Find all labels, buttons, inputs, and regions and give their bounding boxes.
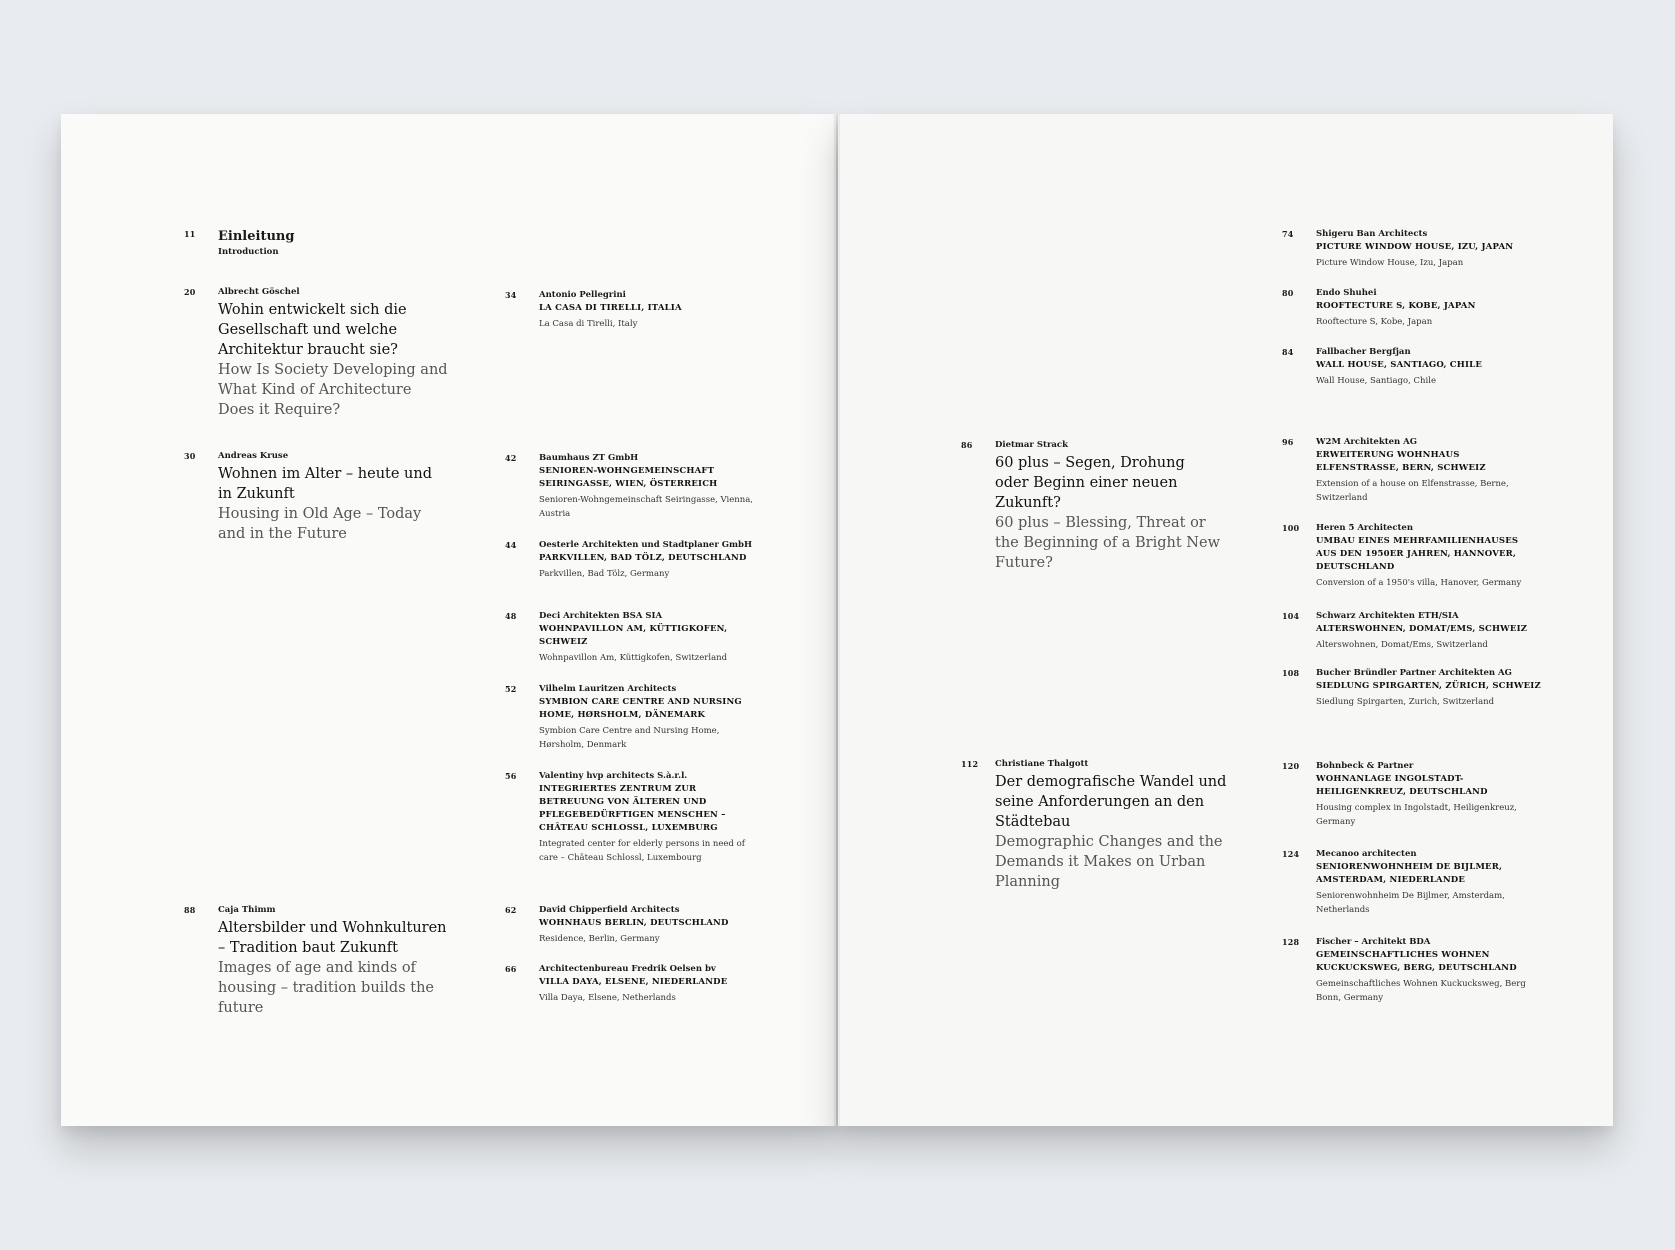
- project-architect: Fischer – Architekt BDA: [1316, 937, 1431, 947]
- page-number: 88: [184, 905, 196, 915]
- page-number: 42: [505, 453, 517, 463]
- project-title-en: Picture Window House, Izu, Japan: [1316, 258, 1464, 268]
- page-number: 74: [1282, 229, 1294, 239]
- essay-title-en: Images of age and kinds of housing – tradition builds the future: [218, 960, 435, 1016]
- page-number: 48: [505, 611, 517, 621]
- toc-entry-project[interactable]: [505, 289, 764, 331]
- project-title: PICTURE WINDOW HOUSE, IZU, JAPAN: [1316, 242, 1514, 252]
- project-title-en: La Casa di Tirelli, Italy: [539, 319, 638, 329]
- toc-entry-introduction[interactable]: [184, 228, 418, 259]
- project-title-en: Wall House, Santiago, Chile: [1316, 376, 1436, 386]
- toc-entry-project[interactable]: [505, 683, 764, 752]
- essay-author: Caja Thimm: [218, 905, 276, 915]
- project-title: WOHNPAVILLON AM, KÜTTIGKOFEN, SCHWEIZ: [539, 624, 728, 647]
- project-title-en: Symbion Care Centre and Nursing Home, Hørsholm, Denmark: [539, 726, 720, 750]
- page-number: 52: [505, 684, 517, 694]
- toc-entry-project[interactable]: [1282, 610, 1541, 652]
- entry-title: Einleitung: [218, 229, 295, 244]
- toc-entry-project[interactable]: [505, 904, 764, 946]
- project-architect: Schwarz Architekten ETH/SIA: [1316, 611, 1459, 621]
- toc-entry-project[interactable]: [505, 539, 764, 581]
- toc-entry-project[interactable]: [505, 452, 764, 521]
- toc-entry-essay[interactable]: [184, 450, 450, 544]
- project-architect: David Chipperfield Architects: [539, 905, 680, 915]
- project-title: SENIOREN-WOHNGEMEINSCHAFT SEIRINGASSE, WIEN, ÖSTERREICH: [539, 466, 718, 489]
- essay-title-de: Altersbilder und Wohnkulturen – Tradition baut Zukunft: [218, 920, 447, 956]
- project-architect: Heren 5 Architecten: [1316, 523, 1414, 533]
- toc-entry-project[interactable]: [1282, 346, 1541, 388]
- page-number: 86: [961, 440, 973, 450]
- toc-entry-project[interactable]: [1282, 287, 1541, 329]
- project-title: ALTERSWOHNEN, DOMAT/EMS, SCHWEIZ: [1316, 624, 1528, 634]
- page-number: 100: [1282, 523, 1300, 533]
- essay-title-en: 60 plus – Blessing, Threat or the Beginning of a Bright New Future?: [995, 515, 1220, 571]
- essay-title-de: Wohin entwickelt sich die Gesellschaft und welche Architektur braucht sie?: [218, 302, 407, 358]
- project-title-en: Rooftecture S, Kobe, Japan: [1316, 317, 1433, 327]
- essay-title-en: Housing in Old Age – Today and in the Future: [218, 506, 422, 542]
- project-title: ERWEITERUNG WOHNHAUS ELFENSTRASSE, BERN, SCHWEIZ: [1316, 450, 1486, 473]
- toc-entry-project[interactable]: [1282, 936, 1541, 1005]
- right-page: [838, 114, 1613, 1126]
- project-architect: Baumhaus ZT GmbH: [539, 453, 639, 463]
- essay-author: Andreas Kruse: [218, 451, 289, 461]
- page-number: 34: [505, 290, 517, 300]
- essay-author: Albrecht Göschel: [218, 287, 300, 297]
- book-gutter: [834, 114, 840, 1126]
- project-title: VILLA DAYA, ELSENE, NIEDERLANDE: [539, 977, 728, 987]
- project-title: ROOFTECTURE S, KOBE, JAPAN: [1316, 301, 1476, 311]
- project-title: SENIORENWOHNHEIM DE BIJLMER, AMSTERDAM, NIEDERLANDE: [1316, 862, 1503, 885]
- project-architect: W2M Architekten AG: [1316, 437, 1418, 447]
- project-title: GEMEINSCHAFTLICHES WOHNEN KUCKUCKSWEG, BERG, DEUTSCHLAND: [1316, 950, 1517, 973]
- page-number: 108: [1282, 668, 1300, 678]
- project-title: SYMBION CARE CENTRE AND NURSING HOME, HØRSHOLM, DÄNEMARK: [539, 697, 742, 720]
- page-number: 66: [505, 964, 517, 974]
- toc-entry-project[interactable]: [505, 963, 764, 1005]
- page-number: 56: [505, 771, 517, 781]
- essay-title-de: Wohnen im Alter – heute und in Zukunft: [218, 466, 433, 502]
- project-title-en: Siedlung Spirgarten, Zurich, Switzerland: [1316, 697, 1495, 707]
- project-title: WALL HOUSE, SANTIAGO, CHILE: [1316, 360, 1483, 370]
- project-title-en: Housing complex in Ingolstadt, Heiligenkreuz, Germany: [1316, 803, 1517, 827]
- project-title-en: Villa Daya, Elsene, Netherlands: [539, 993, 676, 1003]
- project-title-en: Parkvillen, Bad Tölz, Germany: [539, 569, 670, 579]
- page-number: 112: [961, 759, 979, 769]
- project-architect: Deci Architekten BSA SIA: [539, 611, 663, 621]
- project-title: SIEDLUNG SPIRGARTEN, ZÜRICH, SCHWEIZ: [1316, 681, 1541, 691]
- toc-entry-essay[interactable]: [184, 286, 450, 420]
- page-number: 44: [505, 540, 517, 550]
- project-architect: Valentiny hvp architects S.à.r.l.: [539, 771, 688, 781]
- project-title-en: Extension of a house on Elfenstrasse, Berne, Switzerland: [1316, 479, 1509, 503]
- project-architect: Architectenbureau Fredrik Oelsen bv: [539, 964, 716, 974]
- project-title: LA CASA DI TIRELLI, ITALIA: [539, 303, 682, 313]
- project-title-en: Gemeinschaftliches Wohnen Kuckucksweg, Berg Bonn, Germany: [1316, 979, 1526, 1003]
- project-architect: Fallbacher Bergfjan: [1316, 347, 1411, 357]
- project-architect: Antonio Pellegrini: [539, 290, 626, 300]
- page-number: 84: [1282, 347, 1294, 357]
- page-number: 124: [1282, 849, 1300, 859]
- project-architect: Bucher Bründler Partner Architekten AG: [1316, 668, 1512, 678]
- essay-title-en: Demographic Changes and the Demands it Makes on Urban Planning: [995, 834, 1223, 890]
- toc-entry-project[interactable]: [1282, 228, 1541, 270]
- left-page: [61, 114, 836, 1126]
- project-title: INTEGRIERTES ZENTRUM ZUR BETREUUNG VON ÄLTEREN UND PFLEGEBEDÜRFTIGEN MENSCHEN – CHÂTEAU SCHLOSSL, LUXEMBURG: [539, 784, 726, 833]
- project-architect: Vilhelm Lauritzen Architects: [539, 684, 677, 694]
- project-architect: Mecanoo architecten: [1316, 849, 1417, 859]
- page-number: 104: [1282, 611, 1300, 621]
- project-title-en: Senioren-Wohngemeinschaft Seiringasse, Vienna, Austria: [539, 495, 753, 519]
- project-title: WOHNHAUS BERLIN, DEUTSCHLAND: [539, 918, 729, 928]
- project-architect: Oesterle Architekten und Stadtplaner GmbH: [539, 540, 752, 550]
- project-architect: Endo Shuhei: [1316, 288, 1377, 298]
- essay-title-de: Der demografische Wandel und seine Anforderungen an den Städtebau: [995, 774, 1227, 830]
- page-number: 120: [1282, 761, 1300, 771]
- toc-entry-project[interactable]: [1282, 848, 1541, 917]
- page-number: 11: [184, 229, 196, 239]
- essay-title-de: 60 plus – Segen, Drohung oder Beginn einer neuen Zukunft?: [995, 455, 1185, 511]
- page-number: 20: [184, 287, 196, 297]
- page-number: 30: [184, 451, 196, 461]
- project-title-en: Conversion of a 1950's villa, Hanover, Germany: [1316, 578, 1522, 588]
- page-number: 128: [1282, 937, 1300, 947]
- project-title: UMBAU EINES MEHRFAMILIENHAUSES AUS DEN 1950ER JAHREN, HANNOVER, DEUTSCHLAND: [1316, 536, 1519, 572]
- project-architect: Shigeru Ban Architects: [1316, 229, 1428, 239]
- toc-entry-project[interactable]: [1282, 436, 1541, 505]
- essay-title-en: How Is Society Developing and What Kind of Architecture Does it Require?: [218, 362, 448, 418]
- page-number: 96: [1282, 437, 1294, 447]
- project-title-en: Alterswohnen, Domat/Ems, Switzerland: [1316, 640, 1488, 650]
- project-title-en: Residence, Berlin, Germany: [539, 934, 660, 944]
- project-title-en: Seniorenwohnheim De Bijlmer, Amsterdam, Netherlands: [1316, 891, 1505, 915]
- page-number: 80: [1282, 288, 1294, 298]
- entry-subtitle: Introduction: [218, 247, 279, 257]
- project-title: WOHNANLAGE INGOLSTADT-HEILIGENKREUZ, DEUTSCHLAND: [1316, 774, 1488, 797]
- project-title-en: Integrated center for elderly persons in need of care – Château Schlossl, Luxembourg: [539, 839, 745, 863]
- toc-entry-project[interactable]: [1282, 760, 1541, 829]
- essay-author: Dietmar Strack: [995, 440, 1068, 450]
- toc-entry-project[interactable]: [1282, 522, 1541, 590]
- project-title: PARKVILLEN, BAD TÖLZ, DEUTSCHLAND: [539, 553, 747, 563]
- project-title-en: Wohnpavillon Am, Küttigkofen, Switzerland: [539, 653, 728, 663]
- toc-entry-essay[interactable]: [184, 904, 458, 1018]
- toc-entry-project[interactable]: [1282, 667, 1541, 709]
- page-number: 62: [505, 905, 517, 915]
- toc-entry-essay[interactable]: [961, 758, 1227, 892]
- toc-entry-project[interactable]: [505, 770, 764, 865]
- project-architect: Bohnbeck & Partner: [1316, 761, 1414, 771]
- essay-author: Christiane Thalgott: [995, 759, 1089, 769]
- toc-entry-essay[interactable]: [961, 439, 1220, 573]
- toc-entry-project[interactable]: [505, 610, 764, 665]
